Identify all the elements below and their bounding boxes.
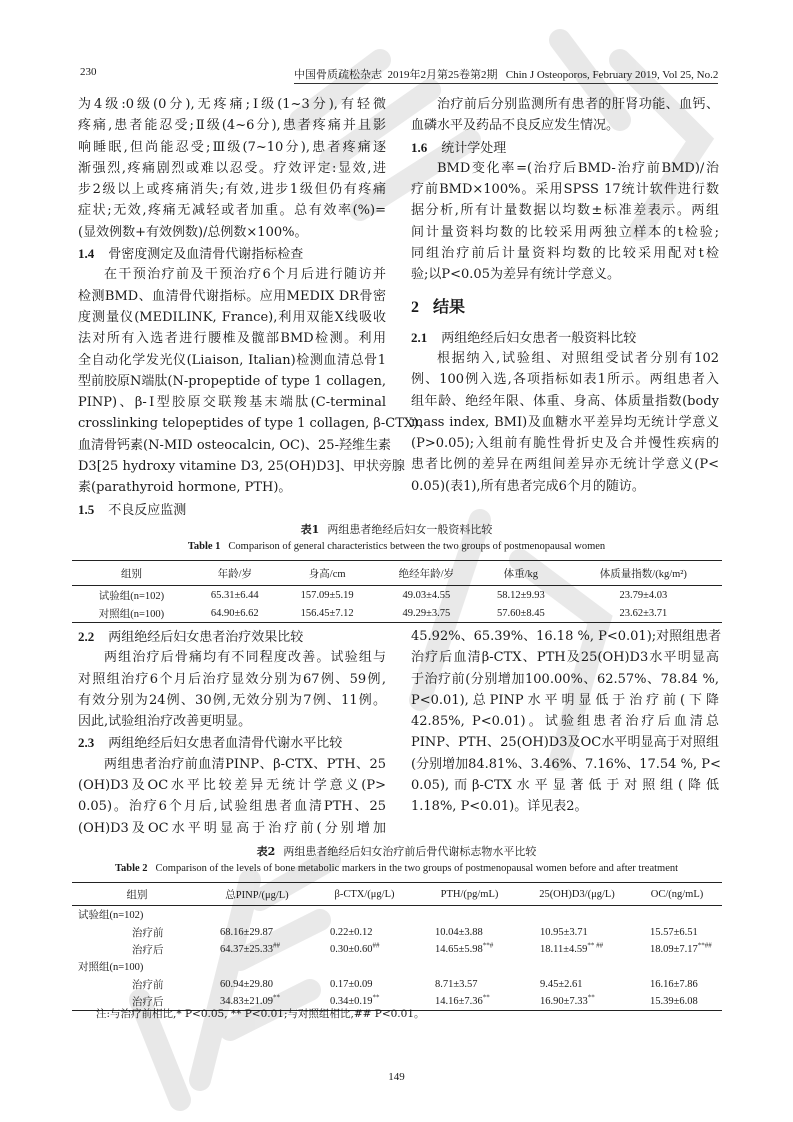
cell-value: 0.30±0.60 bbox=[330, 943, 373, 955]
cell-value: 14.16±7.36 bbox=[435, 996, 483, 1008]
table1-header-row bbox=[72, 561, 722, 586]
table-cell: 试验组(n=102) bbox=[98, 590, 165, 602]
text-line: (P>0.05);入组前有脆性骨折史及合并慢性疾病的 bbox=[411, 436, 719, 452]
table-cell bbox=[522, 976, 632, 993]
text-line: 42.85%, P<0.01)。试验组患者治疗后血清总 bbox=[411, 714, 719, 730]
table-cell bbox=[417, 976, 522, 993]
table-cell: 64.90±6.62 bbox=[210, 607, 259, 619]
section-number: 1.5 bbox=[78, 501, 95, 517]
text-line: 同组治疗前后计量资料均数的比较采用配对t检 bbox=[411, 246, 719, 262]
significance-mark: ** bbox=[273, 993, 281, 1002]
section-title: 骨密度测定及血清骨代谢指标检查 bbox=[108, 247, 304, 263]
paragraph bbox=[411, 158, 719, 286]
cell-value: 9.45±2.61 bbox=[540, 978, 583, 990]
section-title: 统计学处理 bbox=[441, 140, 507, 156]
cell-value: 16.16±7.86 bbox=[650, 978, 698, 990]
table2-note: 注:与治疗前相比,* P<0.05, ** P<0.01;与对照组相比,## P<0.01。 bbox=[96, 1008, 425, 1020]
table1-header-cell: 组别 bbox=[72, 561, 191, 586]
table-cell bbox=[632, 958, 722, 975]
cell-value: 18.09±7.17 bbox=[650, 943, 698, 955]
table-cell bbox=[312, 906, 417, 924]
group-row bbox=[72, 906, 722, 924]
table-cell: 49.03±4.55 bbox=[402, 589, 451, 601]
header-rule bbox=[294, 83, 718, 84]
table1-header-cell: 绝经年龄/岁 bbox=[376, 561, 477, 586]
text-line: BMD变化率=(治疗后BMD-治疗前BMD)/治 bbox=[437, 160, 719, 176]
cell-value: 0.17±0.09 bbox=[330, 978, 373, 990]
table-cell bbox=[202, 941, 312, 958]
table-cell bbox=[632, 993, 722, 1011]
table2-header-row bbox=[72, 883, 722, 906]
row-label: 治疗后 bbox=[132, 997, 164, 1009]
significance-mark: **## bbox=[697, 941, 712, 950]
section-number: 2.2 bbox=[78, 629, 95, 644]
section-title: 两组绝经后妇女患者一般资料比较 bbox=[441, 330, 637, 346]
cell-value: 10.95±3.71 bbox=[540, 926, 588, 938]
text-line: 症状;无效,疼痛无减轻或者加重。总有效率(%)= bbox=[78, 203, 386, 219]
table-cell bbox=[312, 941, 417, 958]
table-cell bbox=[417, 906, 522, 924]
text-line: 治疗前后分别监测所有患者的肝肾功能、血钙、 bbox=[437, 97, 719, 112]
significance-mark: ** bbox=[372, 993, 380, 1002]
table-cell: 49.29±3.75 bbox=[402, 607, 451, 619]
text-line: (OH)D3及OC水平明显高于治疗前(分别增加 bbox=[78, 820, 386, 836]
text-line: 验;以P<0.05为差异有统计学意义。 bbox=[411, 267, 620, 283]
table-cell: 156.45±7.12 bbox=[300, 607, 354, 619]
cell-value: 14.65±5.98 bbox=[435, 943, 483, 955]
table-cell bbox=[632, 923, 722, 940]
text-line: 素(parathyroid hormone, PTH)。 bbox=[78, 480, 292, 496]
table-cell: 对照组(n=100) bbox=[98, 608, 165, 620]
group-row bbox=[72, 958, 722, 975]
text-line: 0.05),而β-CTX水平显著低于对照组(降低 bbox=[411, 778, 719, 794]
cell-value: 15.39±6.08 bbox=[650, 996, 698, 1008]
cell-value: 10.04±3.88 bbox=[435, 926, 483, 938]
group-name: 对照组(n=100) bbox=[78, 962, 144, 974]
section-title: 两组绝经后妇女患者血清骨代谢水平比较 bbox=[108, 736, 343, 752]
cell-value: 8.71±3.57 bbox=[435, 978, 478, 990]
table-cell bbox=[417, 993, 522, 1011]
table-cell bbox=[202, 958, 312, 975]
row-label: 治疗前 bbox=[132, 979, 164, 991]
significance-mark: ** bbox=[587, 993, 595, 1002]
paragraph bbox=[411, 94, 719, 137]
table-row bbox=[72, 604, 722, 623]
table-cell bbox=[632, 941, 722, 958]
running-header: 中国骨质疏松杂志 2019年2月第25卷第2期 Chin J Osteoporos, February 2019, Vol 25, No.2 bbox=[294, 69, 719, 81]
table1-title-en: Table 1 Comparison of general characteristics between the two groups of postmenopausal women bbox=[187, 541, 606, 552]
section-number: 2.3 bbox=[78, 735, 95, 751]
row-label: 治疗前 bbox=[132, 927, 164, 939]
text-line: 疗前BMD×100%。采用SPSS 17统计软件进行数 bbox=[411, 182, 719, 198]
table-cell: 58.12±9.93 bbox=[496, 589, 545, 601]
text-line: 疼痛,患者能忍受;Ⅱ级(4~6分),患者疼痛并且影 bbox=[78, 118, 386, 134]
table-cell bbox=[417, 923, 522, 940]
paragraph bbox=[78, 647, 386, 732]
text-line: 因此,试验组治疗改善更明显。 bbox=[78, 714, 252, 730]
table-cell bbox=[417, 958, 522, 975]
text-line: (分别增加84.81%、3.46%、7.16%、17.54 %, P< bbox=[411, 756, 721, 772]
table-cell bbox=[632, 976, 722, 993]
significance-mark: **# bbox=[482, 941, 494, 950]
section-heading bbox=[78, 626, 386, 647]
table-cell bbox=[417, 941, 522, 958]
text-line: 型前胶原N端肽(N-propeptide of type 1 collagen, bbox=[78, 373, 387, 389]
section-title: 结果 bbox=[433, 296, 466, 316]
row-label: 治疗后 bbox=[132, 944, 164, 956]
text-line: 0.05)。治疗6个月后,试验组患者血清PTH、25 bbox=[78, 799, 386, 815]
table2-header-cell: 总PINP/(μg/L) bbox=[202, 883, 312, 906]
text-line: 在干预治疗前及干预治疗6个月后进行随访并 bbox=[104, 267, 386, 283]
table2-header-cell: 25(OH)D3/(μg/L) bbox=[522, 883, 632, 906]
text-line: 患者比例的差异在两组间差异亦无统计学意义(P< bbox=[411, 457, 719, 473]
cell-value: 0.34±0.19 bbox=[330, 996, 373, 1008]
right-column-top bbox=[411, 94, 719, 497]
text-line: 45.92%、65.39%、16.18 %, P<0.01);对照组患者 bbox=[411, 629, 722, 644]
page-number-footer: 149 bbox=[388, 1071, 405, 1083]
text-line: 步2级以上或疼痛消失;有效,进步1级但仍有疼痛 bbox=[78, 182, 386, 198]
cell-value: 60.94±29.80 bbox=[220, 978, 274, 990]
text-line: 血清骨钙素(N-MID osteocalcin, OC)、25-羟维生素 bbox=[78, 437, 391, 453]
text-line: 两组治疗后骨痛均有不同程度改善。试验组与 bbox=[104, 650, 386, 666]
section-heading bbox=[78, 499, 386, 520]
cell-value: 68.16±29.87 bbox=[220, 926, 274, 938]
table-row bbox=[72, 976, 722, 993]
text-line: 有效分别为24例、30例,无效分别为7例、11例。 bbox=[78, 692, 386, 708]
text-line: 响睡眠,但尚能忍受;Ⅲ级(7~10分),患者疼痛逐 bbox=[78, 139, 386, 155]
table2-header-cell: OC/(ng/mL) bbox=[632, 883, 722, 906]
table-row bbox=[72, 923, 722, 940]
table-cell bbox=[202, 906, 312, 924]
text-line: P<0.01),总PINP水平明显低于治疗前(下降 bbox=[411, 692, 719, 708]
text-line: 根据纳入,试验组、对照组受试者分别有102 bbox=[437, 350, 719, 366]
table-cell: 23.62±3.71 bbox=[619, 607, 668, 619]
table-cell bbox=[522, 993, 632, 1011]
table-cell: 23.79±4.03 bbox=[619, 589, 668, 601]
group-name: 试验组(n=102) bbox=[78, 910, 144, 922]
text-line: (OH)D3及OC水平比较差异无统计学意义(P> bbox=[78, 778, 386, 794]
section-number: 2 bbox=[411, 298, 419, 316]
table2-header-cell: β-CTX/(μg/L) bbox=[312, 883, 417, 906]
table1-header-cell: 体质量指数/(kg/m²) bbox=[565, 561, 722, 586]
table-cell bbox=[312, 976, 417, 993]
section-title: 不良反应监测 bbox=[108, 502, 187, 518]
text-line: mass index, BMI)及血糖水平差异均无统计学意义 bbox=[411, 414, 719, 430]
text-line: 法对所有入选者进行腰椎及髋部BMD检测。利用 bbox=[78, 331, 386, 347]
table-cell bbox=[522, 923, 632, 940]
table-row bbox=[72, 586, 722, 605]
text-line: 组年龄、绝经年限、体重、身高、体质量指数(body bbox=[411, 393, 719, 409]
table2-header-cell: PTH/(pg/mL) bbox=[417, 883, 522, 906]
page-number-header: 230 bbox=[80, 66, 97, 78]
table-cell: 157.09±5.19 bbox=[300, 589, 354, 601]
table-cell: 57.60±8.45 bbox=[496, 607, 545, 619]
paragraph bbox=[411, 348, 719, 497]
text-line: 对照组治疗6个月后治疗显效分别为67例、59例, bbox=[78, 671, 386, 687]
table-cell bbox=[202, 923, 312, 940]
table1 bbox=[72, 560, 722, 623]
cell-value: 16.90±7.33 bbox=[540, 996, 588, 1008]
table-cell bbox=[522, 906, 632, 924]
table-cell bbox=[312, 958, 417, 975]
table1-header-cell: 身高/cm bbox=[279, 561, 376, 586]
section-title: 两组绝经后妇女患者治疗效果比较 bbox=[108, 630, 304, 645]
section-number: 1.4 bbox=[78, 246, 95, 262]
paragraph bbox=[411, 626, 722, 818]
text-line: 治疗后血清β-CTX、PTH及25(OH)D3水平明显高 bbox=[411, 650, 719, 666]
table2-title-zh: 表2 两组患者绝经后妇女治疗前后骨代谢标志物水平比较 bbox=[256, 845, 537, 858]
section-heading bbox=[78, 243, 386, 264]
paragraph bbox=[78, 754, 386, 839]
text-line: 检测BMD、血清骨代谢指标。应用MEDIX DR骨密 bbox=[78, 288, 386, 304]
cell-value: 34.83±21.09 bbox=[220, 996, 274, 1008]
text-line: (显效例数+有效例数)/总例数×100%。 bbox=[78, 224, 308, 240]
text-line: 血磷水平及药品不良反应发生情况。 bbox=[411, 118, 620, 134]
text-line: 全自动化学发光仪(Liaison, Italian)检测血清总骨1 bbox=[78, 352, 386, 368]
right-column-bottom bbox=[411, 626, 722, 818]
text-line: 为4级:0级(0分),无疼痛;Ⅰ级(1~3分),有轻微 bbox=[78, 97, 386, 112]
left-column-bottom bbox=[78, 626, 386, 839]
table1-header-cell: 体重/kg bbox=[477, 561, 565, 586]
table2-title-en: Table 2 Comparison of the levels of bone metabolic markers in the two groups of postmenopausal women before and after treatment bbox=[114, 863, 679, 874]
table-cell bbox=[522, 958, 632, 975]
table2 bbox=[72, 882, 722, 1011]
table-cell bbox=[312, 923, 417, 940]
text-line: 间计量资料均数的比较采用两独立样本的t检验; bbox=[411, 224, 719, 240]
paragraph bbox=[78, 94, 386, 243]
text-line: 例、100例入选,各项指标如表1所示。两组患者入 bbox=[411, 372, 719, 388]
section-heading bbox=[411, 286, 719, 327]
section-heading bbox=[411, 137, 719, 158]
table2-header-cell: 组别 bbox=[72, 883, 202, 906]
text-line: 据分析,所有计量数据以均数±标准差表示。两组 bbox=[411, 203, 719, 219]
cell-value: 18.11±4.59 bbox=[540, 943, 588, 955]
cell-value: 15.57±6.51 bbox=[650, 926, 698, 938]
text-line: 0.05)(表1),所有患者完成6个月的随访。 bbox=[411, 478, 645, 494]
section-number: 2.1 bbox=[411, 329, 428, 345]
table-cell bbox=[202, 976, 312, 993]
significance-mark: ## bbox=[273, 941, 281, 950]
text-line: crosslinking telopeptides of type 1 collagen, β-CTX)、 bbox=[78, 416, 432, 432]
cell-value: 64.37±25.33 bbox=[220, 943, 274, 955]
section-heading bbox=[411, 327, 719, 348]
significance-mark: ** ## bbox=[587, 941, 604, 950]
cell-value: 0.22±0.12 bbox=[330, 926, 373, 938]
table1-title-zh: 表1 两组患者绝经后妇女一般资料比较 bbox=[300, 523, 493, 536]
text-line: PINP、PTH、25(OH)D3及OC水平明显高于对照组 bbox=[411, 735, 719, 751]
table-cell: 65.31±6.44 bbox=[210, 589, 259, 601]
text-line: 度测量仪(MEDILINK, France),利用双能X线吸收 bbox=[78, 309, 386, 325]
significance-mark: ** bbox=[482, 993, 490, 1002]
text-line: 于治疗前(分别增加100.00%、62.57%、78.84 %, bbox=[411, 671, 719, 687]
text-line: 两组患者治疗前血清PINP、β-CTX、PTH、25 bbox=[104, 756, 386, 772]
section-heading bbox=[78, 732, 386, 753]
text-line: 1.18%, P<0.01)。详见表2。 bbox=[411, 799, 588, 815]
table-cell bbox=[632, 906, 722, 924]
table-cell bbox=[522, 941, 632, 958]
section-number: 1.6 bbox=[411, 139, 428, 155]
table-row bbox=[72, 941, 722, 958]
table1-header-cell: 年龄/岁 bbox=[191, 561, 279, 586]
text-line: PINP)、β-Ⅰ型胶原交联羧基末端肽(C-terminal bbox=[78, 395, 386, 411]
text-line: 渐强烈,疼痛剧烈或难以忍受。疗效评定:显效,进 bbox=[78, 160, 386, 176]
text-line: D3[25 hydroxy vitamine D3, 25(OH)D3]、甲状旁腺 bbox=[78, 459, 405, 475]
significance-mark: ## bbox=[372, 941, 380, 950]
